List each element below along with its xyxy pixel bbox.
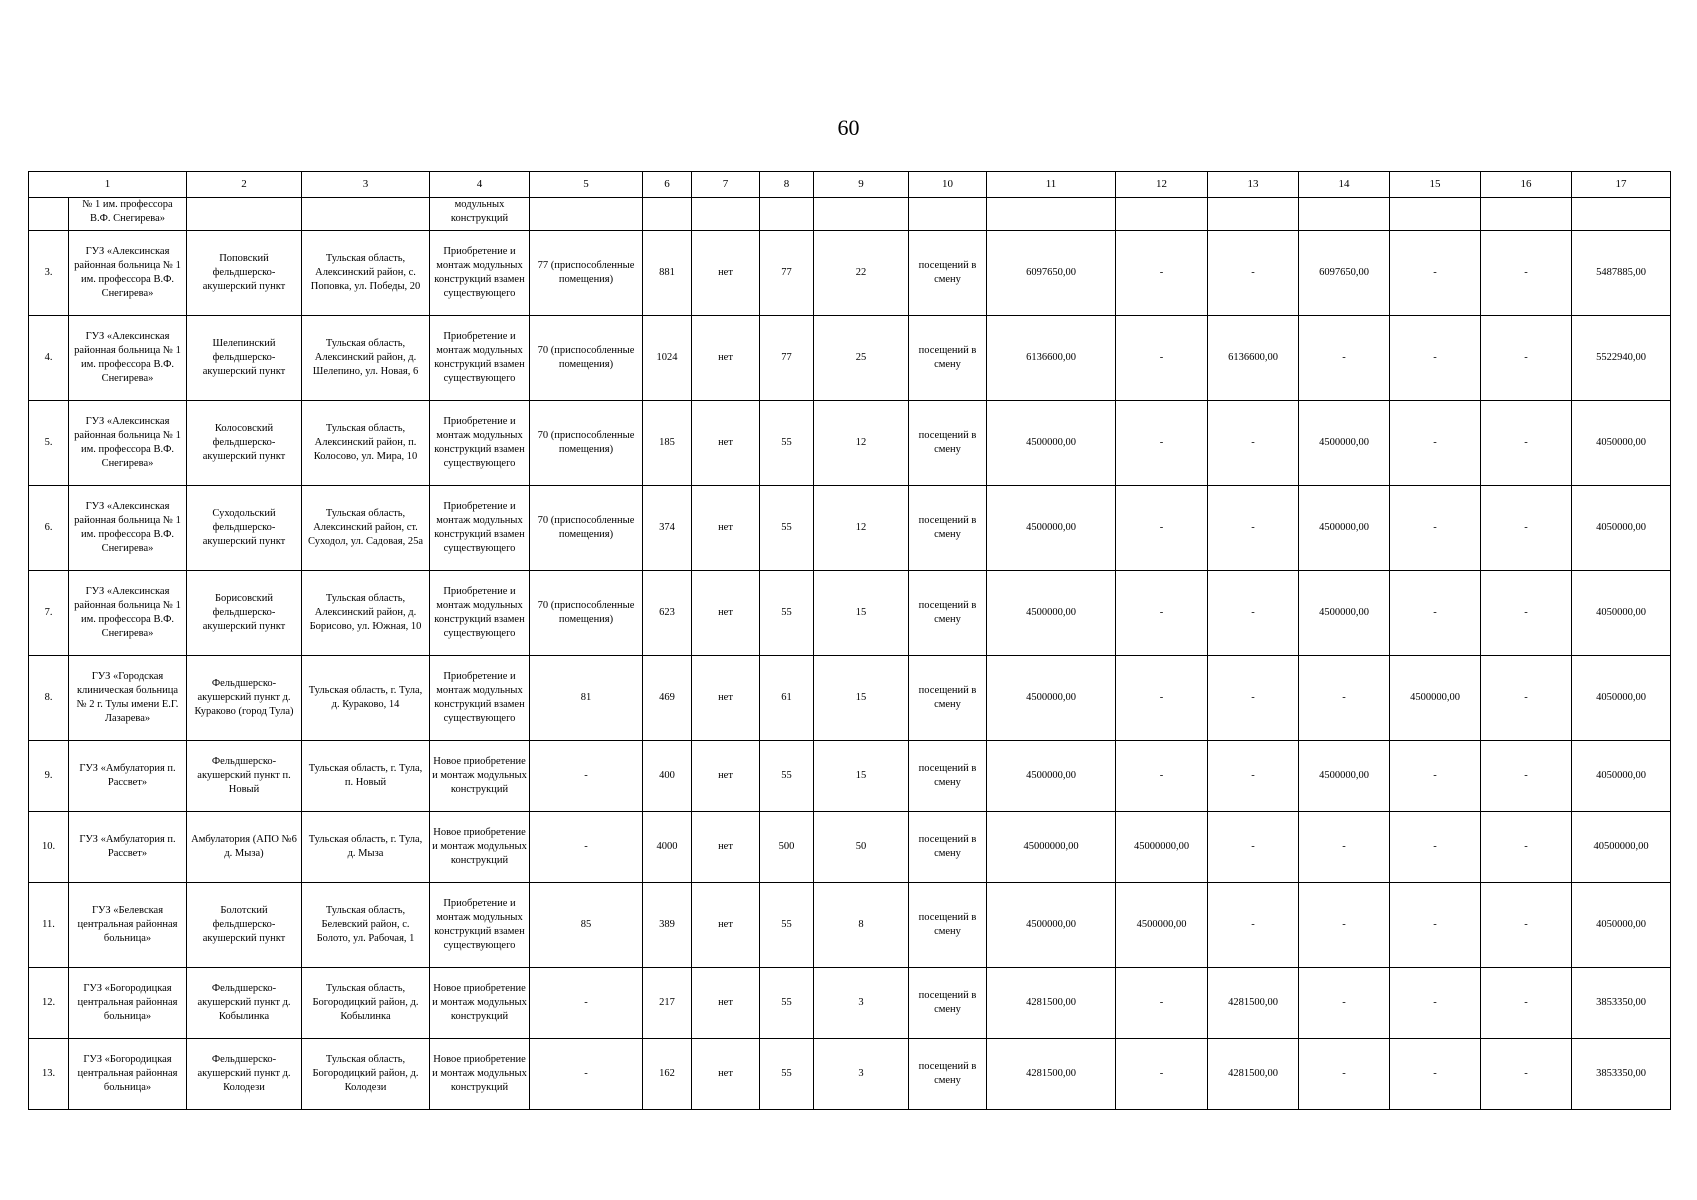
column-number: 13	[1208, 172, 1299, 198]
cell-col15: -	[1390, 571, 1481, 656]
cell-col15: -	[1390, 401, 1481, 486]
column-number: 15	[1390, 172, 1481, 198]
cell-org: ГУЗ «Амбулатория п. Рассвет»	[69, 812, 187, 883]
cell-col17: 5487885,00	[1572, 231, 1671, 316]
table-row	[29, 883, 1671, 968]
cell-object: Поповский фельдшерско-акушерский пункт	[187, 231, 302, 316]
cell-num: 11.	[29, 883, 69, 968]
cell-col6: 374	[643, 486, 692, 571]
column-number: 11	[987, 172, 1116, 198]
table-row	[29, 968, 1671, 1039]
column-number: 16	[1481, 172, 1572, 198]
cell-org: ГУЗ «Богородицкая центральная районная больница»	[69, 968, 187, 1039]
cell-col13: -	[1208, 741, 1299, 812]
cell-col8: 500	[760, 812, 814, 883]
cell-area: -	[530, 968, 643, 1039]
cell-empty	[530, 198, 643, 231]
table-row	[29, 571, 1671, 656]
cell-col13: -	[1208, 812, 1299, 883]
cell-col15: 4500000,00	[1390, 656, 1481, 741]
cell-empty	[1390, 198, 1481, 231]
cell-col10: посещений в смену	[909, 812, 987, 883]
cell-object: Фельдшерско-акушерский пункт д. Кобылинка	[187, 968, 302, 1039]
cell-col6: 469	[643, 656, 692, 741]
cell-org: № 1 им. профессора В.Ф. Снегирева»	[69, 198, 187, 231]
column-number: 17	[1572, 172, 1671, 198]
cell-col7: нет	[692, 741, 760, 812]
cell-col15: -	[1390, 316, 1481, 401]
cell-num: 3.	[29, 231, 69, 316]
cell-col14: -	[1299, 968, 1390, 1039]
cell-area: -	[530, 741, 643, 812]
cell-org: ГУЗ «Белевская центральная районная больница»	[69, 883, 187, 968]
cell-col11: 4281500,00	[987, 1039, 1116, 1110]
cell-org: ГУЗ «Городская клиническая больница № 2 г. Тулы имени Е.Г. Лазарева»	[69, 656, 187, 741]
cell-object	[187, 198, 302, 231]
cell-col7: нет	[692, 883, 760, 968]
column-number: 8	[760, 172, 814, 198]
cell-col11: 4500000,00	[987, 486, 1116, 571]
cell-col8: 55	[760, 883, 814, 968]
cell-object: Фельдшерско-акушерский пункт д. Колодези	[187, 1039, 302, 1110]
cell-col6: 623	[643, 571, 692, 656]
cell-address: Тульская область, г. Тула, д. Мыза	[302, 812, 430, 883]
cell-work: Приобретение и монтаж модульных конструкций взамен существующего	[430, 571, 530, 656]
cell-col8: 55	[760, 968, 814, 1039]
cell-col6: 185	[643, 401, 692, 486]
table-row	[29, 316, 1671, 401]
cell-address: Тульская область, Белевский район, с. Болото, ул. Рабочая, 1	[302, 883, 430, 968]
cell-col17: 3853350,00	[1572, 968, 1671, 1039]
cell-col6: 389	[643, 883, 692, 968]
column-number: 9	[814, 172, 909, 198]
cell-col11: 45000000,00	[987, 812, 1116, 883]
cell-num: 4.	[29, 316, 69, 401]
cell-col11: 6097650,00	[987, 231, 1116, 316]
cell-col15: -	[1390, 741, 1481, 812]
cell-col6: 400	[643, 741, 692, 812]
cell-address: Тульская область, г. Тула, п. Новый	[302, 741, 430, 812]
cell-col14: -	[1299, 812, 1390, 883]
cell-col17: 4050000,00	[1572, 571, 1671, 656]
cell-col11: 4281500,00	[987, 968, 1116, 1039]
cell-col16: -	[1481, 401, 1572, 486]
cell-address: Тульская область, Алексинский район, ст. Суходол, ул. Садовая, 25а	[302, 486, 430, 571]
cell-col9: 22	[814, 231, 909, 316]
cell-col12: -	[1116, 656, 1208, 741]
cell-col13: 4281500,00	[1208, 1039, 1299, 1110]
cell-col17: 4050000,00	[1572, 486, 1671, 571]
cell-num: 13.	[29, 1039, 69, 1110]
cell-work: Новое приобретение и монтаж модульных конструкций	[430, 741, 530, 812]
cell-col13: -	[1208, 656, 1299, 741]
cell-area: 77 (приспособленные помещения)	[530, 231, 643, 316]
cell-col17: 40500000,00	[1572, 812, 1671, 883]
cell-object: Фельдшерско-акушерский пункт д. Кураково (город Тула)	[187, 656, 302, 741]
cell-object: Фельдшерско-акушерский пункт п. Новый	[187, 741, 302, 812]
column-number: 12	[1116, 172, 1208, 198]
cell-org: ГУЗ «Алексинская районная больница № 1 им. профессора В.Ф. Снегирева»	[69, 571, 187, 656]
cell-col14: 6097650,00	[1299, 231, 1390, 316]
cell-col12: -	[1116, 741, 1208, 812]
cell-num	[29, 198, 69, 231]
cell-col12: 4500000,00	[1116, 883, 1208, 968]
cell-col7: нет	[692, 401, 760, 486]
cell-col7: нет	[692, 571, 760, 656]
cell-col6: 881	[643, 231, 692, 316]
cell-col9: 50	[814, 812, 909, 883]
cell-work: Приобретение и монтаж модульных конструкций взамен существующего	[430, 316, 530, 401]
cell-col14: 4500000,00	[1299, 741, 1390, 812]
cell-col10: посещений в смену	[909, 571, 987, 656]
continuation-row	[29, 198, 1671, 231]
cell-num: 6.	[29, 486, 69, 571]
cell-col11: 4500000,00	[987, 883, 1116, 968]
cell-col17: 4050000,00	[1572, 401, 1671, 486]
cell-area: 85	[530, 883, 643, 968]
cell-address: Тульская область, Алексинский район, с. Поповка, ул. Победы, 20	[302, 231, 430, 316]
cell-object: Суходольский фельдшерско-акушерский пункт	[187, 486, 302, 571]
cell-col6: 1024	[643, 316, 692, 401]
cell-col15: -	[1390, 968, 1481, 1039]
cell-col6: 4000	[643, 812, 692, 883]
cell-col14: -	[1299, 656, 1390, 741]
cell-col10: посещений в смену	[909, 231, 987, 316]
cell-col14: 4500000,00	[1299, 486, 1390, 571]
cell-col8: 55	[760, 741, 814, 812]
cell-object: Колосовский фельдшерско-акушерский пункт	[187, 401, 302, 486]
cell-col16: -	[1481, 812, 1572, 883]
cell-num: 7.	[29, 571, 69, 656]
cell-col11: 6136600,00	[987, 316, 1116, 401]
cell-col7: нет	[692, 231, 760, 316]
cell-work: Новое приобретение и монтаж модульных конструкций	[430, 812, 530, 883]
cell-address: Тульская область, г. Тула, д. Кураково, 14	[302, 656, 430, 741]
cell-col10: посещений в смену	[909, 741, 987, 812]
cell-col15: -	[1390, 1039, 1481, 1110]
column-number: 10	[909, 172, 987, 198]
cell-col9: 12	[814, 401, 909, 486]
cell-org: ГУЗ «Алексинская районная больница № 1 им. профессора В.Ф. Снегирева»	[69, 486, 187, 571]
cell-col7: нет	[692, 968, 760, 1039]
cell-col8: 55	[760, 1039, 814, 1110]
cell-col13: -	[1208, 231, 1299, 316]
cell-col10: посещений в смену	[909, 656, 987, 741]
page-number: 60	[837, 115, 860, 140]
cell-col9: 15	[814, 741, 909, 812]
cell-col8: 61	[760, 656, 814, 741]
cell-col16: -	[1481, 571, 1572, 656]
cell-col12: -	[1116, 401, 1208, 486]
cell-num: 5.	[29, 401, 69, 486]
cell-col14: 4500000,00	[1299, 571, 1390, 656]
cell-col13: 4281500,00	[1208, 968, 1299, 1039]
cell-object: Амбулатория (АПО №6 д. Мыза)	[187, 812, 302, 883]
cell-col13: -	[1208, 486, 1299, 571]
cell-work: Приобретение и монтаж модульных конструкций взамен существующего	[430, 656, 530, 741]
cell-col9: 15	[814, 656, 909, 741]
cell-work: Приобретение и монтаж модульных конструкций взамен существующего	[430, 231, 530, 316]
cell-work: Приобретение и монтаж модульных конструкций взамен существующего	[430, 883, 530, 968]
column-number: 2	[187, 172, 302, 198]
cell-col14: -	[1299, 316, 1390, 401]
cell-col12: -	[1116, 486, 1208, 571]
cell-work: Новое приобретение и монтаж модульных конструкций	[430, 1039, 530, 1110]
column-number: 4	[430, 172, 530, 198]
table-row	[29, 812, 1671, 883]
cell-org: ГУЗ «Богородицкая центральная районная больница»	[69, 1039, 187, 1110]
table-row	[29, 231, 1671, 316]
cell-area: -	[530, 812, 643, 883]
cell-col9: 3	[814, 968, 909, 1039]
cell-address: Тульская область, Алексинский район, д. Шелепино, ул. Новая, 6	[302, 316, 430, 401]
cell-col10: посещений в смену	[909, 401, 987, 486]
cell-col11: 4500000,00	[987, 741, 1116, 812]
cell-area: 70 (приспособленные помещения)	[530, 316, 643, 401]
cell-col17: 5522940,00	[1572, 316, 1671, 401]
cell-col10: посещений в смену	[909, 486, 987, 571]
cell-col9: 8	[814, 883, 909, 968]
cell-col10: посещений в смену	[909, 968, 987, 1039]
cell-address	[302, 198, 430, 231]
cell-area: 81	[530, 656, 643, 741]
cell-object: Шелепинский фельдшерско-акушерский пункт	[187, 316, 302, 401]
table-row	[29, 1039, 1671, 1110]
table-row	[29, 656, 1671, 741]
table-body	[29, 172, 1671, 1110]
cell-col16: -	[1481, 486, 1572, 571]
cell-work: Приобретение и монтаж модульных конструкций взамен существующего	[430, 401, 530, 486]
cell-col7: нет	[692, 316, 760, 401]
cell-col9: 15	[814, 571, 909, 656]
cell-num: 9.	[29, 741, 69, 812]
cell-col10: посещений в смену	[909, 883, 987, 968]
cell-col13: -	[1208, 401, 1299, 486]
cell-col15: -	[1390, 231, 1481, 316]
cell-num: 8.	[29, 656, 69, 741]
cell-col10: посещений в смену	[909, 316, 987, 401]
cell-col8: 77	[760, 316, 814, 401]
cell-col17: 4050000,00	[1572, 656, 1671, 741]
cell-address: Тульская область, Алексинский район, д. Борисово, ул. Южная, 10	[302, 571, 430, 656]
cell-col14: -	[1299, 883, 1390, 968]
column-number: 14	[1299, 172, 1390, 198]
column-number: 7	[692, 172, 760, 198]
cell-col13: -	[1208, 571, 1299, 656]
cell-col6: 162	[643, 1039, 692, 1110]
cell-empty	[987, 198, 1116, 231]
cell-col12: -	[1116, 1039, 1208, 1110]
cell-org: ГУЗ «Амбулатория п. Рассвет»	[69, 741, 187, 812]
cell-col11: 4500000,00	[987, 656, 1116, 741]
cell-col16: -	[1481, 656, 1572, 741]
cell-empty	[1572, 198, 1671, 231]
facilities-table	[28, 171, 1671, 1110]
cell-col16: -	[1481, 883, 1572, 968]
cell-col12: -	[1116, 968, 1208, 1039]
cell-empty	[909, 198, 987, 231]
cell-org: ГУЗ «Алексинская районная больница № 1 им. профессора В.Ф. Снегирева»	[69, 401, 187, 486]
cell-col13: -	[1208, 883, 1299, 968]
cell-col11: 4500000,00	[987, 401, 1116, 486]
cell-col16: -	[1481, 316, 1572, 401]
cell-col16: -	[1481, 968, 1572, 1039]
cell-num: 12.	[29, 968, 69, 1039]
cell-col17: 4050000,00	[1572, 741, 1671, 812]
cell-col7: нет	[692, 1039, 760, 1110]
cell-org: ГУЗ «Алексинская районная больница № 1 им. профессора В.Ф. Снегирева»	[69, 231, 187, 316]
column-number-row	[29, 172, 1671, 198]
cell-address: Тульская область, Богородицкий район, д. Колодези	[302, 1039, 430, 1110]
cell-empty	[1299, 198, 1390, 231]
column-number: 3	[302, 172, 430, 198]
cell-empty	[1481, 198, 1572, 231]
cell-col10: посещений в смену	[909, 1039, 987, 1110]
cell-col15: -	[1390, 812, 1481, 883]
column-number: 6	[643, 172, 692, 198]
cell-empty	[643, 198, 692, 231]
cell-col7: нет	[692, 486, 760, 571]
column-number: 1	[29, 172, 187, 198]
cell-col12: -	[1116, 571, 1208, 656]
cell-col15: -	[1390, 486, 1481, 571]
cell-area: -	[530, 1039, 643, 1110]
cell-area: 70 (приспособленные помещения)	[530, 571, 643, 656]
column-number: 5	[530, 172, 643, 198]
cell-col9: 12	[814, 486, 909, 571]
cell-col9: 3	[814, 1039, 909, 1110]
cell-col16: -	[1481, 231, 1572, 316]
cell-org: ГУЗ «Алексинская районная больница № 1 им. профессора В.Ф. Снегирева»	[69, 316, 187, 401]
cell-num: 10.	[29, 812, 69, 883]
table-row	[29, 401, 1671, 486]
cell-col8: 77	[760, 231, 814, 316]
cell-address: Тульская область, Алексинский район, п. Колосово, ул. Мира, 10	[302, 401, 430, 486]
cell-object: Болотский фельдшерско-акушерский пункт	[187, 883, 302, 968]
cell-empty	[1208, 198, 1299, 231]
cell-col7: нет	[692, 812, 760, 883]
cell-empty	[814, 198, 909, 231]
cell-empty	[1116, 198, 1208, 231]
cell-work: Новое приобретение и монтаж модульных конструкций	[430, 968, 530, 1039]
cell-col17: 3853350,00	[1572, 1039, 1671, 1110]
cell-empty	[760, 198, 814, 231]
cell-col7: нет	[692, 656, 760, 741]
cell-address: Тульская область, Богородицкий район, д. Кобылинка	[302, 968, 430, 1039]
cell-col6: 217	[643, 968, 692, 1039]
cell-col8: 55	[760, 571, 814, 656]
cell-col12: 45000000,00	[1116, 812, 1208, 883]
cell-col13: 6136600,00	[1208, 316, 1299, 401]
cell-col16: -	[1481, 1039, 1572, 1110]
cell-object: Борисовский фельдшерско-акушерский пункт	[187, 571, 302, 656]
cell-area: 70 (приспособленные помещения)	[530, 401, 643, 486]
cell-empty	[692, 198, 760, 231]
cell-col12: -	[1116, 316, 1208, 401]
cell-work: модульных конструкций	[430, 198, 530, 231]
cell-col14: -	[1299, 1039, 1390, 1110]
cell-work: Приобретение и монтаж модульных конструкций взамен существующего	[430, 486, 530, 571]
table-row	[29, 741, 1671, 812]
cell-col17: 4050000,00	[1572, 883, 1671, 968]
cell-col16: -	[1481, 741, 1572, 812]
cell-col15: -	[1390, 883, 1481, 968]
cell-col8: 55	[760, 486, 814, 571]
cell-area: 70 (приспособленные помещения)	[530, 486, 643, 571]
table-row	[29, 486, 1671, 571]
cell-col12: -	[1116, 231, 1208, 316]
cell-col11: 4500000,00	[987, 571, 1116, 656]
cell-col8: 55	[760, 401, 814, 486]
cell-col14: 4500000,00	[1299, 401, 1390, 486]
cell-col9: 25	[814, 316, 909, 401]
